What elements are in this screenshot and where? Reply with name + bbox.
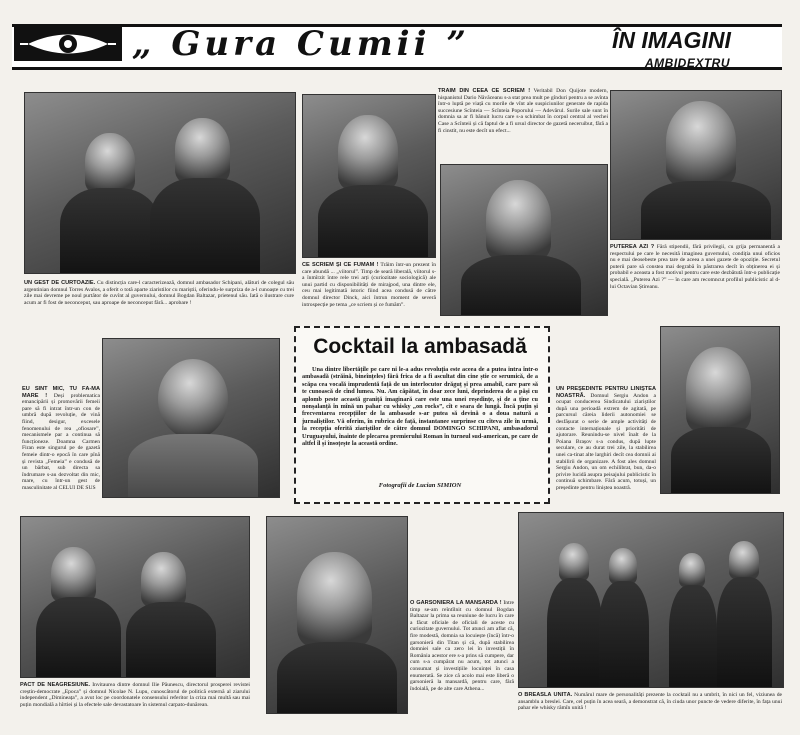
section-title: ÎN IMAGINI [612,27,731,53]
photo-sergiu-andon [660,326,780,494]
caption-puterea: PUTEREA AZI ? Fără stipendii, fără privilegii, cu grija permanentă a respectului pe care le necesită imaginea guvernului, condiția unui oficios nu e mai deosebeste prea tare de aceea a unei gazete de opoziție. Secretul puterii pare să constea mai degrabă în păstrarea decît în obținerea ei și probabil e aceasta a fost motivul pentru care este dezbătută într-o publicație specială. „Puterea Azi ?” — în care am recomncut profilul publicistic al d-lui Octavian Știreanu. [610,244,780,290]
logo-box [14,27,122,61]
caption-garsoniera: O GARSONIERĂ LA MANSARDĂ ! Între timp se-am reîntîlnit cu domnul Bogdan Baltazar la prima sa reuniune de lucru în care a făcut oficiale de oficiali de aceste cu curiozitate guvernului. Tot atunci am aflat că, fire modestă, domnia sa locuiește (încă) într-o garsonieră din Titan și că, după stabilirea domniei sale ca zero lei în investiții în România acestor ere s-a prins să cumpere, dar cum s-a cumpărat nu acum, tot atunci a consumat și investițiile locuinței în casa enumerată. Se zice că acolo mai este liberă o garsonieră la mansardă, pentru care, fără îndoială, pe de alte care Athena... [410,600,514,692]
photo-dario [302,94,436,258]
photo-carmen-firan [102,338,280,498]
caption-presedinte: UN PREȘEDINTE PENTRU LINIȘTEA NOASTRĂ. Domnul Sergiu Andon a ocupat conducerea Sindicatului ziariștilor după una perioadă extrem de agitată, pe parcursul căreia liderii autonomiei se desfășurat o serie de ample activități de contacte internaționale și priorităti de ajutorare. Reunindu-se nivel înalt de la Poiana Brașov s-a condus, după lupte seculare, ce au durat trei zile, la stabilirea unei ca-tinat alte larghiri decît cea domnii ai stabilirii de organizare. A fost ales domnul Sergiu Andon, un om echilibrat, bun, da-o privire lucidă asupra peisajului publicistic în continuă schimbare. Fără acum, totuși, un președinte pentru liniștea noastră. [556,386,656,491]
caption-pact: PACT DE NEAGRESIUNE. Invitaurea dintre domnul Ilie Păunescu, directorul prosperei revistei creștin-democrate „Epoca” și domnul Nicolae N. Lupu, cunoscătorul de politică externă al ziarului independent „Dimineața”, a avut loc pe coordonatele consensului referitor la criza mai multă sau mai puțin mondială a hîrtiei și la efectele sale devastatoare în sistemul carpato-dunărean. [20,682,250,708]
caption-curtoazie: UN GEST DE CURTOAZIE. Cu distincția care-l caracterizează, domnul ambasador Schipani, alături de colegul său argentinian domnul Torres Avalos, a oferit o totă aparte ziaristilor cu mariștii, oferindu-le surpriza de a-l cunoaște cu trei zile mai devreme pe noul purtător de cuvînt al guvernului, domnul Bogdan Baltazar, prietenul său. Iată o ilustrare cure acum ar fi fost de neconceput, sau aproape de neconceput fără... aprobare ! [24,280,294,306]
article-title: Cocktail la ambasadă [313,335,527,358]
caption-traim: TRĂIM DIN CEEA CE SCRIEM ! Veritabil Don Quijote modern, hispanistul Dario Năvăceanu s-a stat prea mult pe gînduri pentru a se avînta într-o luptă pe viață cu morile de vînt ale suspiciunilor generate de rapida succesiune Scînteia — Scînteia Poporului — Adevărul. Surile sale sunt în domnia sa ar fi bănuit lucru care s-a schimbat în corpul central al vechei Case a Scînteii și că faptul de a fi ursul director de gazetă neceruibut, fără a fi cinstit, nu este decît un efect... [438,88,608,134]
photo-ambassadors [24,92,296,274]
caption-breasla: O BREASLĂ UNITĂ. Numărul mare de personalități prezente la cocktail nu a umbrit, în nici un fel, viziunea de ansamblu a breslei. Care, cel puțin în acea seară, a demonstrat că, în ciuda unor puncte de vedere diferite, în fața unui pahar ele whisky rămîn unită ! [518,692,782,712]
caption-eu-sint-mic: EU SÎNT MIC, TU FĂ-MĂ MARE ! Deși problematica emancipării și promovării femeii pare să fi intrat într-un con de umbră după revoluție, de vină fiind, desigur, excesele fenomenului de rea „ofiosare”, mecanismele par a continua să funcționeze. Doamna Carmen Firan este singurul pe de gazetă femeie dintr-o epocă în care pînă și revista „Femeia” e condusă de un bărbat, sub directa sa îndrumare s-au dezvoltat din mic, mare, cu într-un gest de masculinitate al CELUI DE SUS [22,386,100,491]
section-subtitle: AMBIDEXTRU [645,56,730,70]
masthead-title: „ Gura Cumii ” [132,24,470,64]
photo-dinck [440,164,608,316]
caption-ce-scriem: CE SCRIEM ȘI CE FUMĂM ! Trăim într-un prezent în care abundă ... „viitorul”. Timp de seară liberală, viitorul s-a înmîrzit între rele trei arți (curiozitate sociologică) ale unui partid cu disponibilități de mirajpod, una dintre ele, ceu mai legitimată istoric fiind acea condusă de către domnul director Dinck, aici întrun moment de severă introspecție pe tema „ce scriem și ce fumăm”. [302,262,436,308]
photo-breasla [518,512,784,688]
photo-pact [20,516,250,678]
article-body: Una dintre libertățile pe care ni le-a adus revoluția este aceea de a putea intra într-o ambasadă (străină, bineînțeles) fără frica de a fi ascultat din cine știe ce serumică, de a scăpa cea vocală imprudentă față de un interlocutor drăguț și prea amabil, care pare să te cunoască de cînd lumea. Nu. Am căpătat, în doar zece luni, deprinderea de a păși cu aplomb peste această graniță imaginară care este una unei reședințe, și de a ține cu nonșalanță în mînă un pahar cu whisky „on rocks”, cît e seara de lungă. Încă puțin și frecventarea recepțiilor de la ambasade s-ar putea să devină o a doua natură a jurnaliștilor. Vă oferim, în rubrica de față, instantanee surprinse cu cîteva zile în urmă, la recepția oferită ziariștilor de către domnul DOMINGO SCHIPANI, ambasadorul Uruguayului, înainte de plecarea premierului Roman în turneul sud-american, pe care de altfel îl și însoțește la această ordine. [302,366,538,448]
photo-credit: Fotografii de Lucian SIMION [378,482,462,489]
photo-baltazar [266,516,408,714]
photo-stireanu [610,90,782,240]
eye-icon [14,27,122,61]
